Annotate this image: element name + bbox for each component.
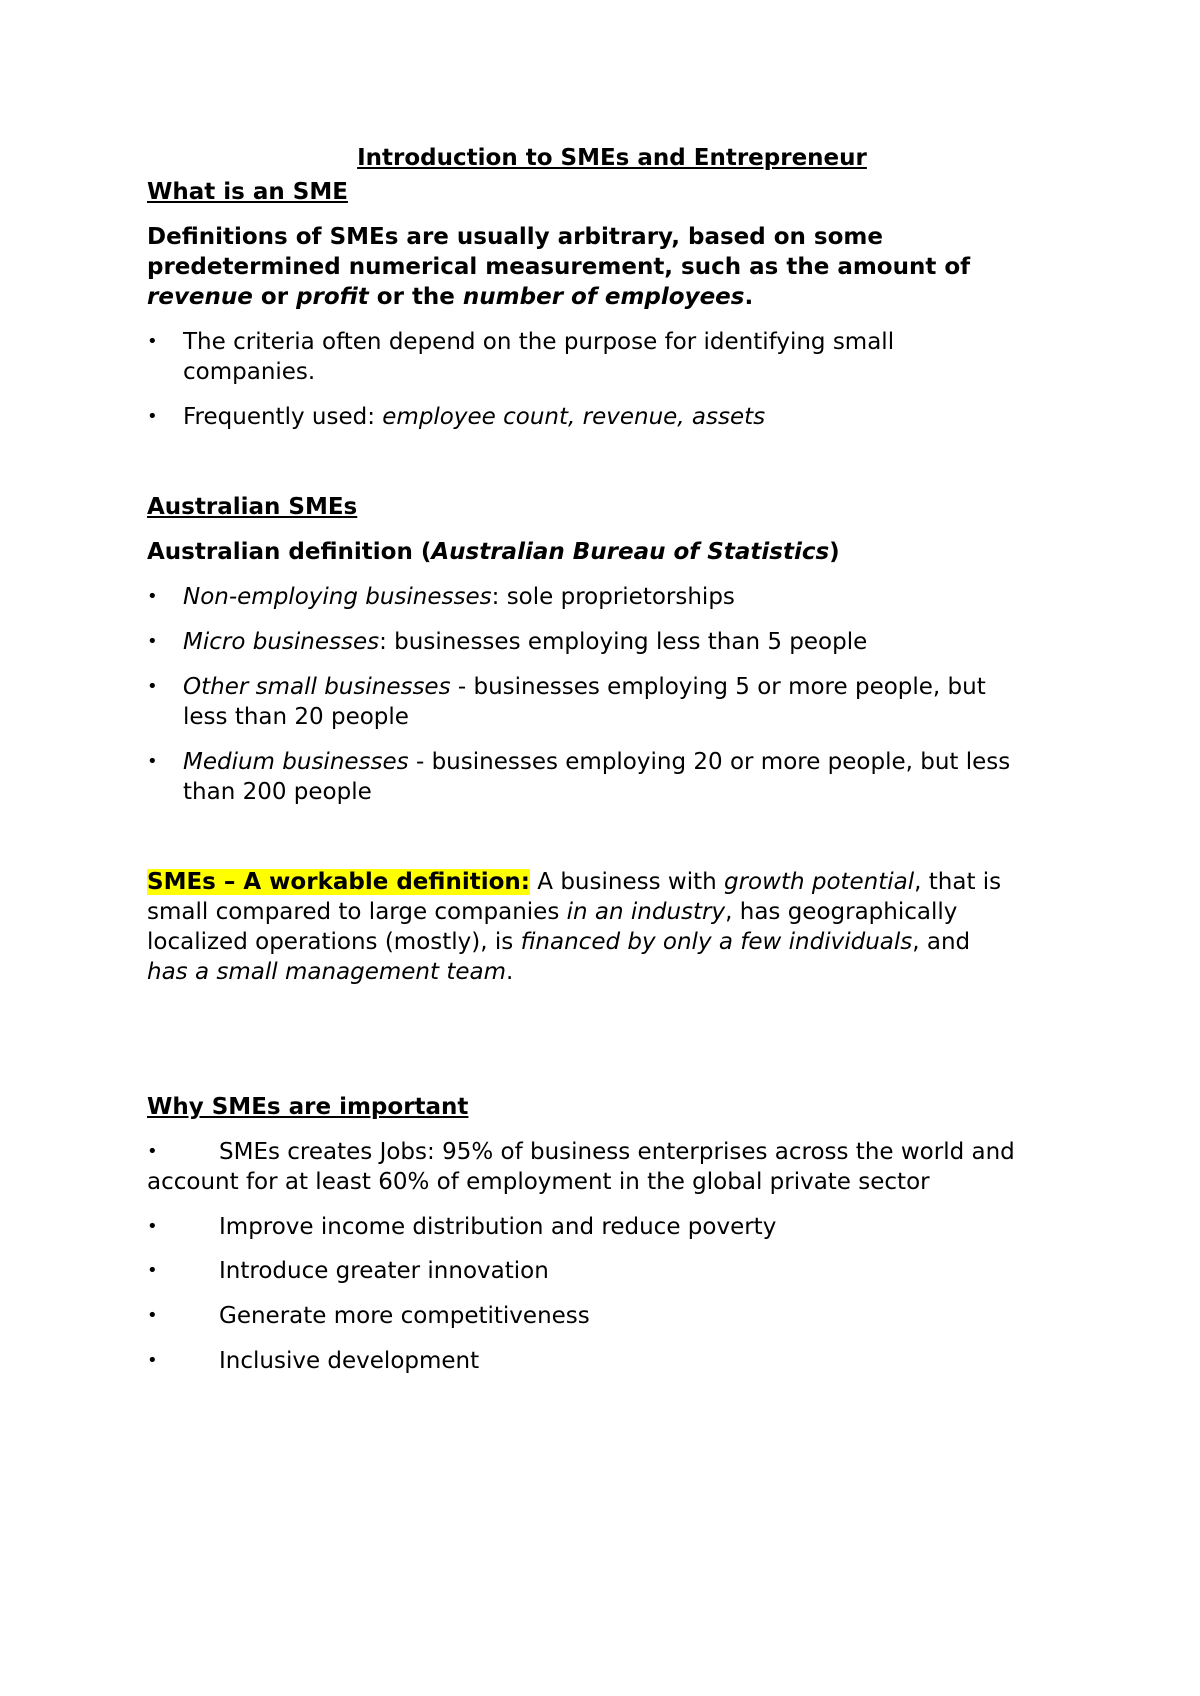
definition-line-1: Definitions of SMEs are usually arbitrary, based on some xyxy=(147,224,883,250)
criteria-bullet-line-2: companies. xyxy=(183,359,316,385)
bullet-icon: • xyxy=(147,331,158,352)
page-title: Introduction to SMEs and Entrepreneur xyxy=(357,145,867,171)
bullet-icon: • xyxy=(147,406,158,427)
workable-definition-line-4: has a small management team. xyxy=(147,959,514,985)
australian-definition-subheading: Australian definition (Australian Bureau of Statistics) xyxy=(147,539,840,565)
definition-line-2: predetermined numerical measurement, such as the amount of xyxy=(147,254,971,280)
definition-line-3: revenue or profit or the number of employees. xyxy=(147,284,754,310)
jobs-item-line-1: SMEs creates Jobs: 95% of business enterprises across the world and xyxy=(219,1139,1015,1165)
bullet-icon: • xyxy=(147,586,158,607)
workable-definition-line-1: SMEs – A workable definition: A business with growth potential, that is xyxy=(147,869,1002,895)
criteria-bullet-line-1: The criteria often depend on the purpose for identifying small xyxy=(183,329,895,355)
list-item: Micro businesses: businesses employing less than 5 people xyxy=(183,629,868,655)
bullet-icon: • xyxy=(147,1350,158,1371)
section-heading-australian-smes: Australian SMEs xyxy=(147,494,358,520)
list-item: Medium businesses - businesses employing 20 or more people, but less xyxy=(183,749,1011,775)
list-item: Non-employing businesses: sole proprietorships xyxy=(183,584,735,610)
bullet-icon: • xyxy=(147,631,158,652)
jobs-item-line-2: account for at least 60% of employment in the global private sector xyxy=(147,1169,930,1195)
list-item: Generate more competitiveness xyxy=(219,1303,590,1329)
bullet-icon: • xyxy=(147,751,158,772)
workable-definition-line-2: small compared to large companies in an industry, has geographically xyxy=(147,899,958,925)
frequently-used-bullet: Frequently used: employee count, revenue, assets xyxy=(183,404,766,430)
list-item: Other small businesses - businesses employing 5 or more people, but xyxy=(183,674,986,700)
list-item-continuation: less than 20 people xyxy=(183,704,409,730)
list-item-continuation: than 200 people xyxy=(183,779,372,805)
workable-definition-label: SMEs – A workable definition: xyxy=(147,869,530,895)
list-item: Inclusive development xyxy=(219,1348,480,1374)
bullet-icon: • xyxy=(147,1216,158,1237)
bullet-icon: • xyxy=(147,1305,158,1326)
list-item: Improve income distribution and reduce poverty xyxy=(219,1214,777,1240)
bullet-icon: • xyxy=(147,676,158,697)
section-heading-why-smes-important: Why SMEs are important xyxy=(147,1094,469,1120)
section-heading-what-is-sme: What is an SME xyxy=(147,179,348,205)
bullet-icon: • xyxy=(147,1141,158,1162)
workable-definition-line-3: localized operations (mostly), is financed by only a few individuals, and xyxy=(147,929,971,955)
list-item: Introduce greater innovation xyxy=(219,1258,549,1284)
bullet-icon: • xyxy=(147,1260,158,1281)
